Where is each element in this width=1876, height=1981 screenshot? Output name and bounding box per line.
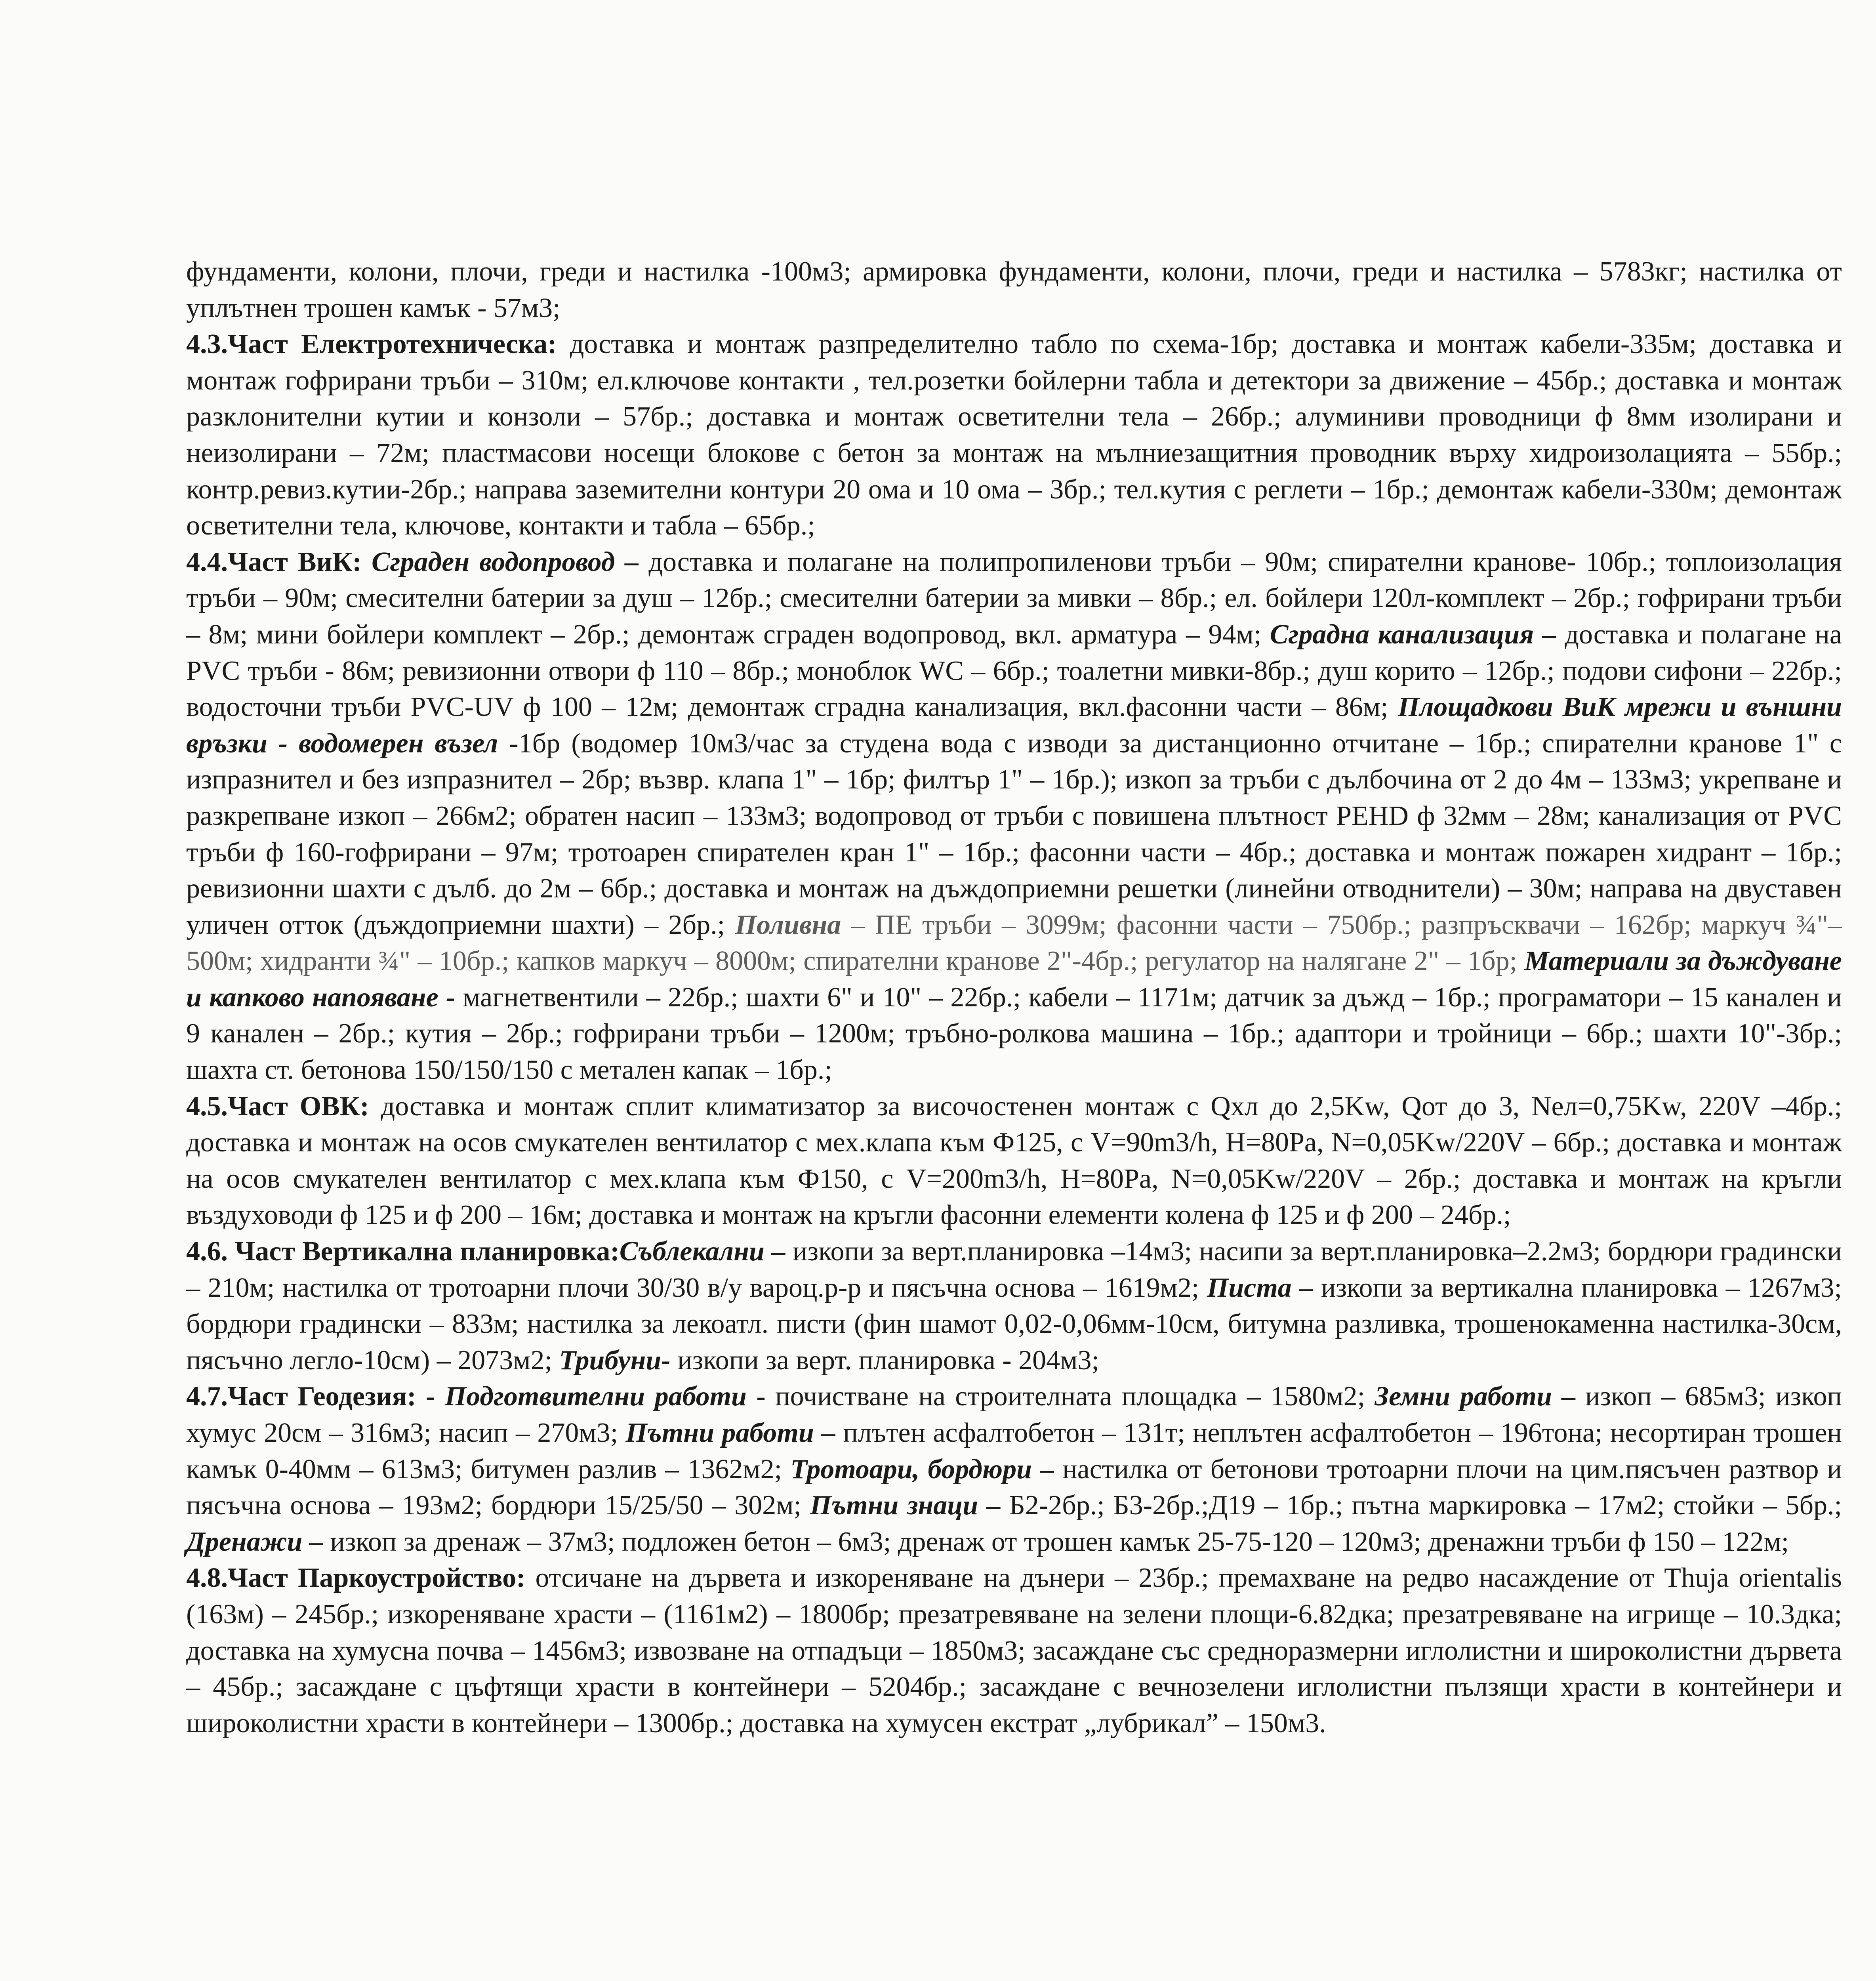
section-4-4-water <box>186 544 1842 1088</box>
subsection-heading: Поливна <box>735 909 841 940</box>
section-4-6-vertical-planning <box>186 1233 1842 1378</box>
subsection-heading: Сграден водопровод – <box>361 546 639 577</box>
section-text: - почистване на строителната площадка – 1580м2; <box>746 1381 1375 1412</box>
section-text: доставка и полагане на полипропиленови тръби – 90м; спирателни кранове- 10бр.; топлоизолация тръби – 90м; смесителни батерии за душ – 12бр.; смесителни батерии за мивки – 8бр.; ел. бойлери 120л-комплект – 2бр.; гофрирани тръби – 8м; мини бойлери комплект – 2бр.; демонтаж сграден водопровод, вкл. арматура – 94м; <box>186 546 1842 650</box>
subsection-heading: Земни работи – <box>1375 1381 1576 1412</box>
intro-text: фундаменти, колони, плочи, греди и настилка -100м3; армировка фундаменти, колони, плочи, греди и настилка – 5783кг; настилка от уплътнен трошен камък - 57м3; <box>186 256 1842 323</box>
section-text: настилка от бетонови тротоарни плочи на цим.пясъчен разтвор и пясъчна основа – 193м2; бордюри 15/25/50 – 302м; <box>186 1454 1842 1521</box>
section-text: доставка и монтаж сплит климатизатор за височостенен монтаж с Qхл до 2,5Kw, Qот до 3, Nел=0,75Kw, 220V –4бр.; доставка и монтаж на осов смукателен вентилатор с мех.клапа към Ф125, с V=90m3/h, H=80Pa, N=0,05Kw/220V – 6бр.; доставка и монтаж на осов смукателен вентилатор с мех.клапа към Ф150, с V=200m3/h, H=80Pa, N=0,05Kw/220V – 2бр.; доставка и монтаж на кръгли въздуховоди ф 125 и ф 200 – 16м; доставка и монтаж на кръгли фасонни елементи колена ф 125 и ф 200 – 24бр.; <box>186 1091 1842 1231</box>
section-heading: 4.4.Част ВиК: <box>186 546 362 577</box>
section-4-7-geodesy <box>186 1378 1842 1560</box>
subsection-heading: Пътни знаци – <box>810 1490 1001 1521</box>
intro-paragraph <box>186 254 1842 326</box>
section-4-3-electrical <box>186 326 1842 544</box>
subsection-heading: Съблекални – <box>619 1236 785 1267</box>
section-heading: 4.3.Част Електротехническа: <box>186 329 557 360</box>
subsection-heading: Писта – <box>1207 1272 1314 1303</box>
section-text: изкопи за вертикална планировка – 1267м3; бордюри градински – 833м; настилка за лекоатл. писти (фин шамот 0,02-0,06мм-10см, битумна разливка, трошенокаменна настилка-30см, пясъчно легло-10см) – 2073м2; <box>186 1272 1842 1376</box>
section-text: доставка и полагане на PVC тръби - 86м; ревизионни отвори ф 110 – 8бр.; моноблок WC – 6бр.; тоалетни мивки-8бр.; душ корито – 12бр.; подови сифони – 22бр.; водосточни тръби PVC-UV ф 100 – 12м; демонтаж сградна канализация, вкл.фасонни части – 86м; <box>186 619 1842 723</box>
section-text: Б2-2бр.; Б3-2бр.;Д19 – 1бр.; пътна маркировка – 17м2; стойки – 5бр.; <box>1000 1490 1842 1521</box>
section-heading: 4.5.Част ОВК: <box>186 1091 369 1122</box>
document-body <box>186 254 1842 1741</box>
section-text: – ПЕ тръби – 3099м; фасонни части – 750бр.; разпръсквачи – 162бр; маркуч ¾"– 500м; хидранти ¾" – 10бр.; капков маркуч – 8000м; спирателни кранове 2"-4бр.; регулатор на налягане 2" – 1бр; <box>186 909 1842 977</box>
section-4-5-hvac <box>186 1088 1842 1233</box>
subsection-heading: Сградна канализация – <box>1270 619 1556 650</box>
section-text: отсичане на дървета и изкореняване на дънери – 23бр.; премахване на редво насаждение от Thuja orientalis (163м) – 245бр.; изкореняване храсти – (1161м2) – 1800бр; презатревяване на зелени площи-6.82дка; презатревяване на игрище – 10.3дка; доставка на хумусна почва – 1456м3; извозване на отпадъци – 1850м3; засаждане със средноразмерни иглолистни и широколистни дървета – 45бр.; засаждане с цъфтящи храсти в контейнери – 5204бр.; засаждане с вечнозелени иглолистни пълзящи храсти в контейнери и широколистни храсти в контейнери – 1300бр.; доставка на хумусен екстрат „лубрикал” – 150м3. <box>186 1563 1842 1739</box>
subsection-heading: Тротоари, бордюри – <box>790 1454 1054 1485</box>
section-4-8-landscaping <box>186 1560 1842 1741</box>
section-heading: 4.7.Част Геодезия: - <box>186 1381 435 1412</box>
section-heading: 4.8.Част Паркоустройство: <box>186 1563 526 1594</box>
subsection-heading: Дренажи – <box>186 1526 323 1557</box>
section-text: изкопи за верт. планировка - 204м3; <box>670 1345 1099 1376</box>
section-text: доставка и монтаж разпределително табло по схема-1бр; доставка и монтаж кабели-335м; доставка и монтаж гофрирани тръби – 310м; ел.ключове контакти , тел.розетки бойлерни табла и детектори за движение – 45бр.; доставка и монтаж разклонителни кутии и конзоли – 57бр.; доставка и монтаж осветителни тела – 26бр.; алуминиви проводници ф 8мм изолирани и неизолирани – 72м; пластмасови носещи блокове с бетон за монтаж на мълниезащитния проводник върху хидроизолацията – 55бр.; контр.ревиз.кутии-2бр.; направа заземителни контури 20 ома и 10 ома – 3бр.; тел.кутия с реглети – 1бр.; демонтаж кабели-330м; демонтаж осветителни тела, ключове, контакти и табла – 65бр.; <box>186 329 1842 541</box>
section-text: изкопи за верт.планировка –14м3; насипи за верт.планировка–2.2м3; бордюри градински – 210м; настилка от тротоарни плочи 30/30 в/у вароц.р-р и пясъчна основа – 1619м2; <box>186 1236 1842 1303</box>
section-text: -1бр (водомер 10м3/час за студена вода с изводи за дистанционно отчитане – 1бр.; спирателни кранове 1" с изпразнител и без изпразнител – 2бр; възвр. клапа 1" – 1бр; филтър 1" – 1бр.); изкоп за тръби с дълбочина от 2 до 4м – 133м3; укрепване и разкрепване изкоп – 266м2; обратен насип – 133м3; водопровод от тръби с повишена плътност PEHD ф 32мм – 28м; канализация от PVC тръби ф 160-гофрирани – 97м; тротоарен спирателен кран 1" – 1бр.; фасонни части – 4бр.; доставка и монтаж пожарен хидрант – 1бр.; ревизионни шахти с дълб. до 2м – 6бр.; доставка и монтаж на дъждоприемни решетки (линейни отводнители) – 30м; направа на двустaвен уличен отток (дъждоприемни шахти) – 2бр.; <box>186 728 1842 940</box>
subsection-heading: Подготвителни работи <box>435 1381 747 1412</box>
subsection-heading: Площадкови ВиК мрежи и външни връзки - водомерен възел <box>186 692 1842 759</box>
subsection-heading: Материали за дъждуване и капково напояване - <box>186 946 1842 1013</box>
section-text: плътен асфалтобетон – 131т; неплътен асфалтобетон – 196тона; несортиран трошен камък 0-40мм – 613м3; битумен разлив – 1362м2; <box>186 1418 1842 1485</box>
section-text: изкоп за дренаж – 37м3; подложен бетон – 6м3; дренаж от трошен камък 25-75-120 – 120м3; дренажни тръби ф 150 – 122м; <box>323 1526 1789 1557</box>
subsection-heading: Пътни работи – <box>625 1418 836 1448</box>
subsection-heading: Трибуни- <box>559 1345 671 1376</box>
section-heading: 4.6. Част Вертикална планировка: <box>186 1236 620 1267</box>
section-text: магнетвентили – 22бр.; шахти 6" и 10" – 22бр.; кабели – 1171м; датчик за дъжд – 1бр.; програматори – 15 канален и 9 канален – 2бр.; кутия – 2бр.; гофрирани тръби – 1200м; тръбно-ролкова машина – 1бр.; адаптори и тройници – 6бр.; шахти 10"-3бр.; шахта ст. бетонова 150/150/150 с метален капак – 1бр.; <box>186 982 1842 1086</box>
section-text: изкоп – 685м3; изкоп хумус 20см – 316м3; насип – 270м3; <box>186 1381 1842 1448</box>
